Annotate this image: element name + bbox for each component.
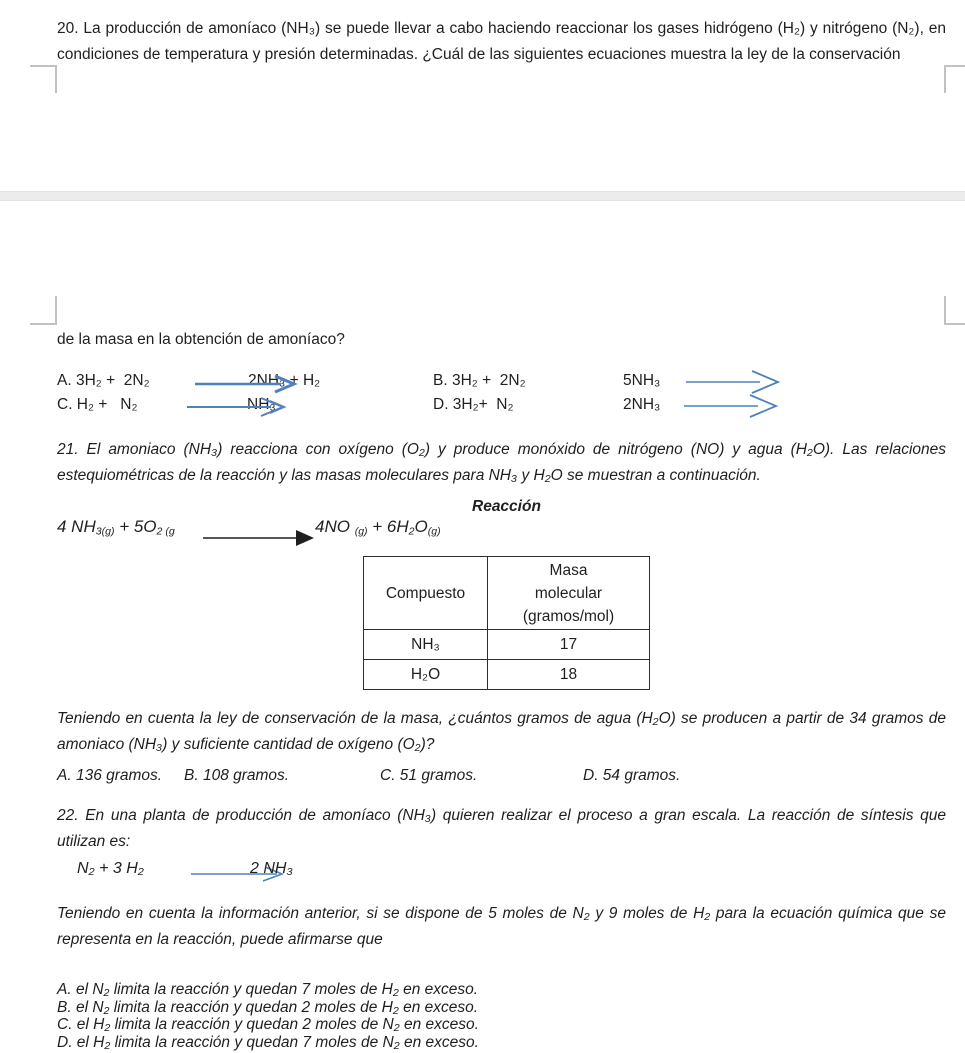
q22-options-list [57, 981, 817, 1051]
q21-equation-rhs: 4NO $_{(g)} + 6H_2O_{(g)}$ [315, 517, 441, 538]
table-header-mass-text: Masa molecular (gramos/mol) [522, 561, 615, 625]
margin-mark-p1-left-h [30, 65, 57, 67]
page-break-separator [0, 191, 965, 201]
question-21-text: 21. El amoniaco (NH₃) reacciona con oxígeno (O₂) y produce monóxido de nitrógeno (NO) y agua (H₂O). Las relaciones estequiométricas de la reacción y las masas moleculares para NH₃ y H₂O se muestran a continuación. [57, 441, 946, 484]
q22-option-a: A. el N₂ limita la reacción y quedan 7 moles de H₂ en exceso. [57, 981, 479, 998]
q20-option-b-reactants: B. 3H₂ + 2N₂ [433, 372, 526, 389]
table-row [364, 630, 650, 660]
table-header-row [364, 557, 650, 630]
question-22-text: 22. En una planta de producción de amoníaco (NH₃) quieren realizar el proceso a gran escala. La reacción de síntesis que utilizan es: [57, 807, 946, 850]
q20-arrow-a-icon [193, 375, 303, 393]
margin-mark-p1-right-h [944, 65, 965, 67]
q20-arrow-b-icon [686, 369, 786, 395]
reaction-label: Reacción [472, 498, 541, 515]
table-row [364, 660, 650, 690]
question-20-continuation: de la masa en la obtención de amoníaco? [57, 331, 345, 348]
question-22-prompt: Teniendo en cuenta la información anterior, si se dispone de 5 moles de N₂ y 9 moles de H₂ para la ecuación química que se representa en la reacción, puede afirmarse que [57, 905, 946, 948]
margin-mark-p2-left-h [30, 323, 57, 325]
q22-option-c: C. el H₂ limita la reacción y quedan 2 moles de N₂ en exceso. [57, 1016, 479, 1033]
q20-option-d-reactants: D. 3H₂+ N₂ [433, 396, 514, 413]
table-cell-compound-nh3: NH₃ [364, 630, 488, 660]
q21-option-d: D. 54 gramos. [583, 767, 681, 784]
q22-option-b: B. el N₂ limita la reacción y quedan 2 moles de H₂ en exceso. [57, 998, 479, 1016]
q22-equation-rhs: 2 NH₃ [250, 860, 293, 877]
q20-option-a-reactants: A. 3H₂ + 2N₂ [57, 372, 150, 389]
margin-mark-p1-right-v [944, 65, 946, 93]
q20-option-c-reactants: C. H₂ + N₂ [57, 396, 138, 413]
table-header-mass [488, 557, 650, 630]
q21-equation-lhs: 4 $NH_{3(g)} + 5O_{2 (g}$ [57, 517, 175, 538]
molecular-mass-table [363, 556, 650, 690]
margin-mark-p1-left-v [55, 65, 57, 93]
q20-arrow-d-icon [684, 393, 784, 419]
margin-mark-p2-right-v [944, 296, 946, 325]
q21-option-b: B. 108 gramos. [184, 767, 290, 784]
table-cell-mass-h2o: 18 [488, 660, 650, 690]
margin-mark-p2-right-h [944, 323, 965, 325]
q21-option-a: A. 136 gramos. [57, 767, 163, 784]
q20-option-d-products: 2NH₃ [623, 396, 661, 413]
q21-option-c: C. 51 gramos. [380, 767, 478, 784]
q22-option-d: D. el H₂ limita la reacción y quedan 7 moles de N₂ en exceso. [57, 1033, 479, 1051]
question-20-text: 20. La producción de amoníaco (NH₃) se puede llevar a cabo haciendo reaccionar los gases hidrógeno (H₂) y nitrógeno (N₂), en condiciones de temperatura y presión determinadas. ¿Cuál de las siguientes ecuaciones muestra la ley de la conservación [57, 20, 946, 63]
q22-equation-lhs: N₂ + 3 H₂ [77, 860, 144, 877]
table-cell-compound-h2o: H₂O [364, 660, 488, 690]
q20-option-a-products: 2NH₃ + H₂ [248, 372, 321, 389]
table-header-compound: Compuesto [364, 557, 488, 630]
q20-option-b-products: 5NH₃ [623, 372, 661, 389]
margin-mark-p2-left-v [55, 296, 57, 325]
table-cell-mass-nh3: 17 [488, 630, 650, 660]
q20-arrow-c-icon [185, 397, 297, 417]
question-21-prompt: Teniendo en cuenta la ley de conservación de la masa, ¿cuántos gramos de agua (H₂O) se producen a partir de 34 gramos de amoniaco (NH₃) y suficiente cantidad de oxígeno (O₂)? [57, 710, 946, 753]
q21-reaction-arrow-icon [200, 527, 318, 549]
q20-option-c-products: NH₃ [247, 396, 276, 413]
